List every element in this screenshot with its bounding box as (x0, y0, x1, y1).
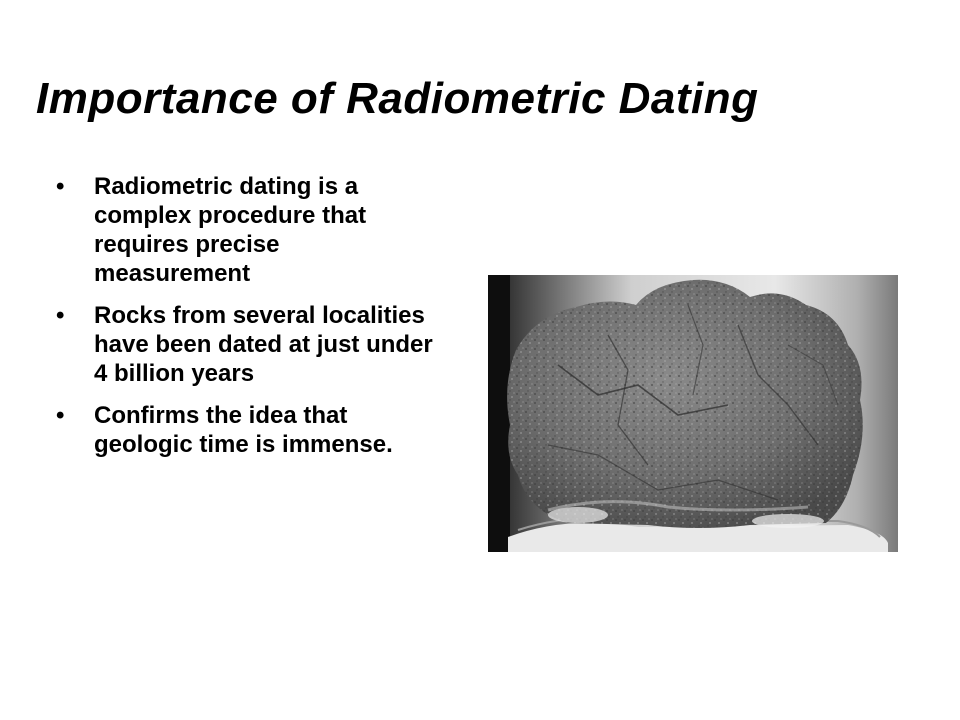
bullet-marker: • (56, 402, 65, 429)
slide-title: Importance of Radiometric Dating (36, 74, 759, 123)
bullet-text: Radiometric dating is a complex procedure that requires precise measurement (94, 173, 367, 287)
bullet-item (56, 301, 436, 388)
bullet-text: Rocks from several localities have been dated at just under 4 billion years (94, 302, 433, 387)
bullet-item (56, 401, 436, 459)
bullet-list (56, 172, 436, 472)
bullet-marker: • (56, 173, 65, 200)
bullet-marker: • (56, 302, 65, 329)
bullet-text: Confirms the idea that geologic time is immense. (94, 402, 393, 458)
bullet-item (56, 172, 436, 288)
rock-photo (488, 275, 898, 552)
